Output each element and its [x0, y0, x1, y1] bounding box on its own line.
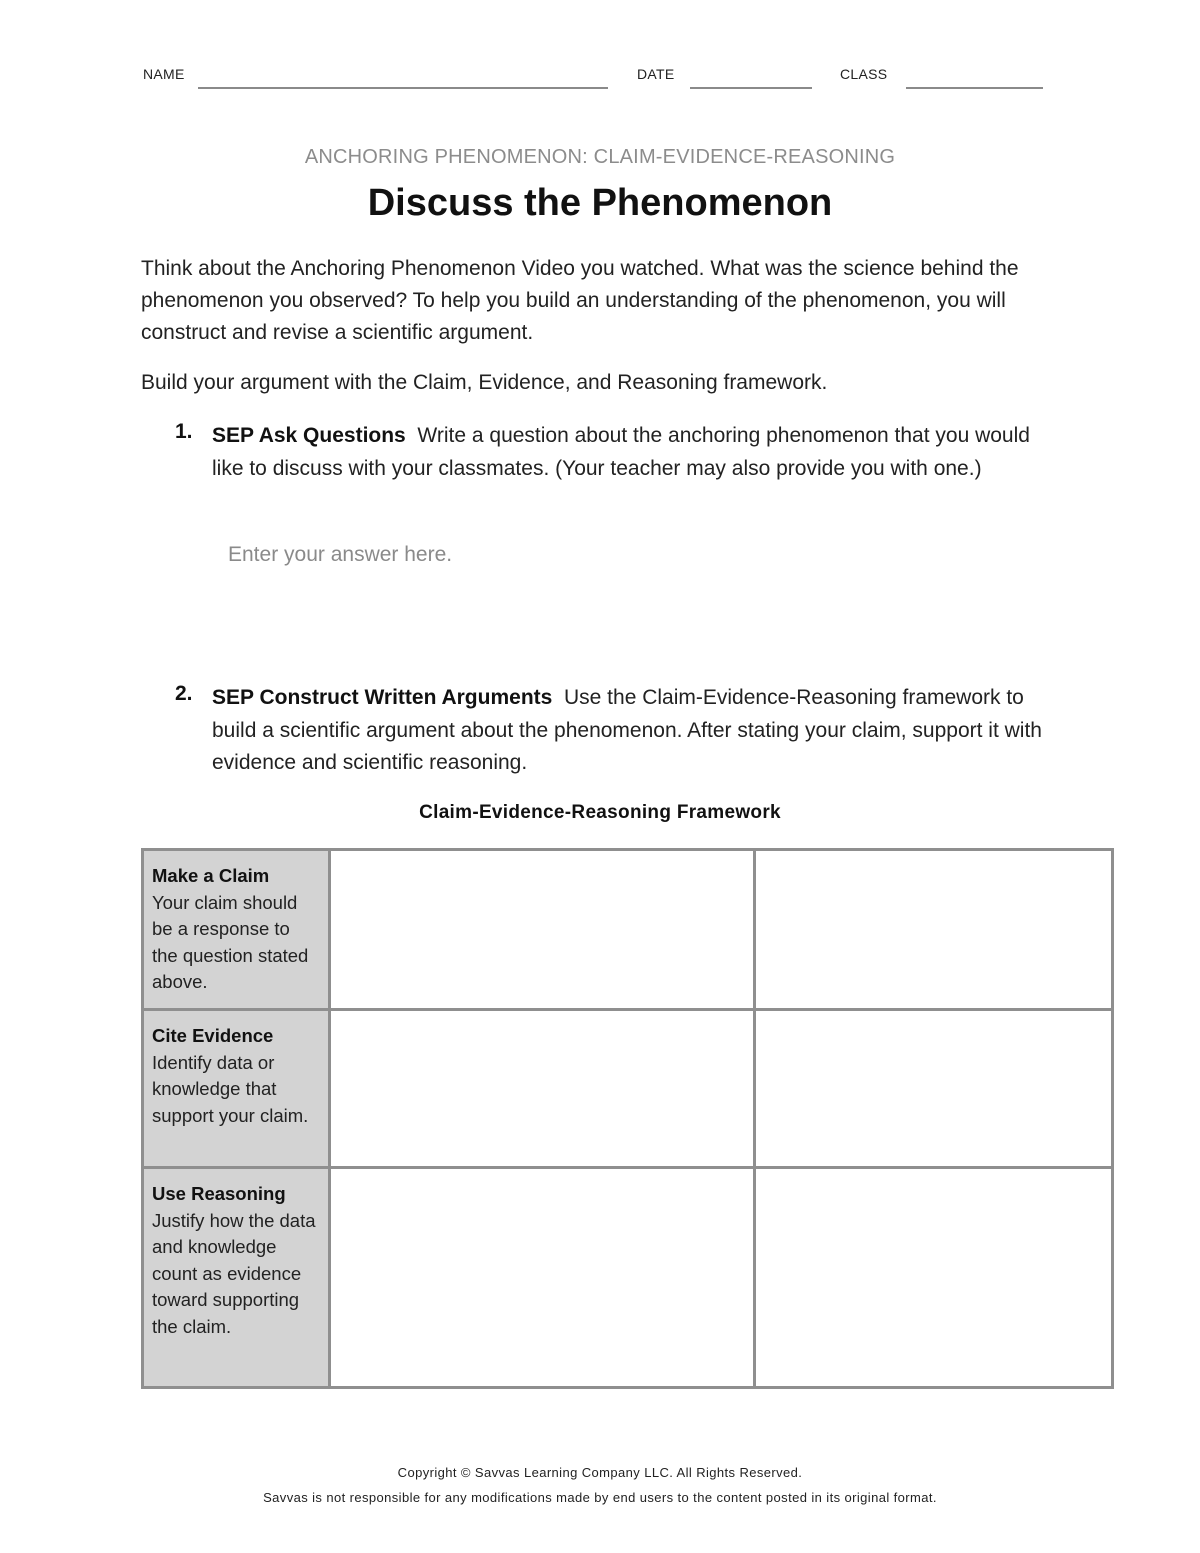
table-caption: Claim-Evidence-Reasoning Framework: [419, 802, 781, 823]
question-2-number: 2.: [175, 682, 193, 705]
class-field[interactable]: [906, 87, 1043, 89]
question-1-text: Write a question about the anchoring phenomenon that you would like to discuss with your classmates. (Your teacher may also provide you with one.): [212, 424, 1030, 480]
evidence-heading: Cite Evidence: [152, 1025, 274, 1046]
evidence-description: Identify data or knowledge that support your claim.: [152, 1051, 309, 1126]
reasoning-entry-cell[interactable]: [330, 1168, 755, 1388]
page-title: Discuss the Phenomenon: [367, 182, 833, 224]
claim-entry-cell-2[interactable]: [755, 850, 1113, 1010]
date-label: DATE: [637, 66, 675, 82]
claim-entry-cell[interactable]: [330, 850, 755, 1010]
reasoning-entry-cell-2[interactable]: [755, 1168, 1113, 1388]
date-field[interactable]: [690, 87, 812, 89]
instruction-paragraph: Build your argument with the Claim, Evidence, and Reasoning framework.: [141, 371, 828, 394]
table-row: [143, 850, 1113, 1010]
disclaimer-notice: Savvas is not responsible for any modifications made by end users to the content posted in its original format.: [263, 1490, 937, 1505]
evidence-entry-cell[interactable]: [330, 1010, 755, 1168]
name-field[interactable]: [198, 87, 608, 89]
question-2-text: Use the Claim-Evidence-Reasoning framework to build a scientific argument about the phenomenon. After stating your claim, support it with evidence and scientific reasoning.: [212, 686, 1042, 774]
question-2: [212, 682, 1052, 780]
table-row: [143, 1010, 1113, 1168]
evidence-entry-cell-2[interactable]: [755, 1010, 1113, 1168]
claim-label-cell: [143, 850, 330, 1010]
question-1: [212, 420, 1052, 485]
copyright-notice: Copyright © Savvas Learning Company LLC. All Rights Reserved.: [397, 1465, 803, 1480]
reasoning-heading: Use Reasoning: [152, 1183, 286, 1204]
section-eyebrow: ANCHORING PHENOMENON: CLAIM-EVIDENCE-REASONING: [304, 146, 896, 168]
class-label: CLASS: [840, 66, 888, 82]
table-row: [143, 1168, 1113, 1388]
claim-heading: Make a Claim: [152, 865, 270, 886]
question-1-label: SEP Ask Questions: [212, 424, 406, 447]
answer-input[interactable]: [228, 543, 928, 567]
claim-description: Your claim should be a response to the question stated above.: [152, 891, 309, 992]
name-label: NAME: [143, 66, 185, 82]
question-1-number: 1.: [175, 420, 193, 443]
reasoning-description: Justify how the data and knowledge count as evidence toward supporting the claim.: [152, 1209, 316, 1337]
cer-table: [141, 848, 1114, 1389]
question-2-label: SEP Construct Written Arguments: [212, 686, 553, 709]
evidence-label-cell: [143, 1010, 330, 1168]
intro-paragraph: Think about the Anchoring Phenomenon Video you watched. What was the science behind the phenomenon you observed? To help you build an understanding of the phenomenon, you will construct and revise a scientific argument.: [141, 257, 1019, 344]
reasoning-label-cell: [143, 1168, 330, 1388]
